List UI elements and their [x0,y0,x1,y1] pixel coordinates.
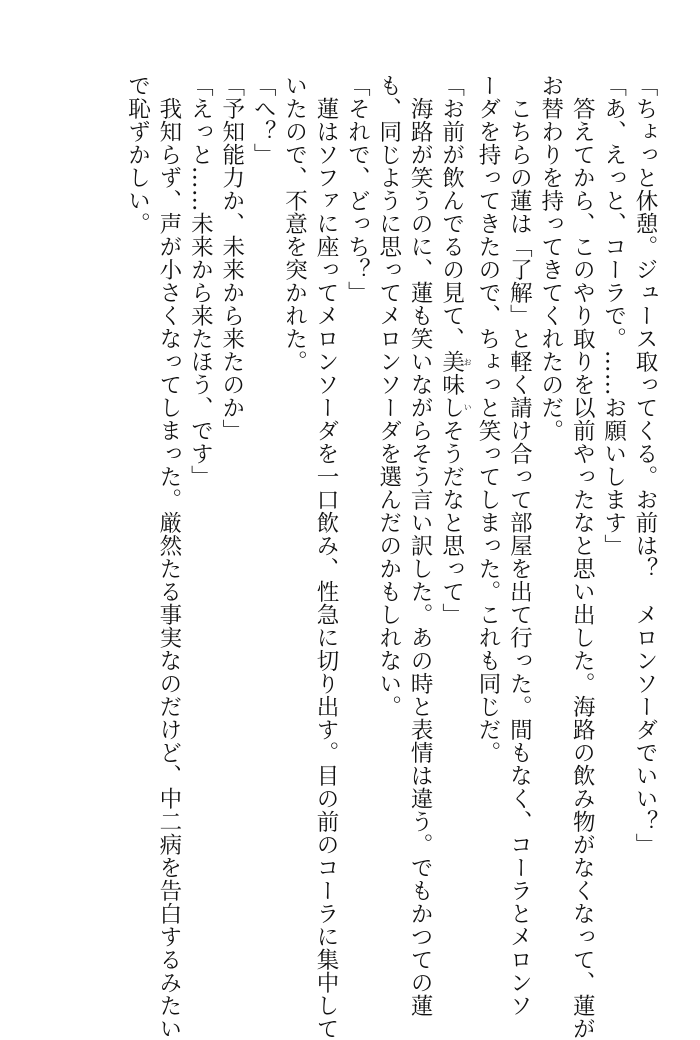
ruby-reading: おい [463,350,473,419]
text-line: 「予知能力か、未来から来たのか」 [218,74,245,442]
text-line-with-ruby [435,74,471,954]
text-line: ーダを持ってきたので、ちょっと笑ってしまった。これも同じだ。 [474,74,501,764]
text-segment: 「お前が飲んでるの見て、 [438,74,465,350]
ruby-base: 美味し [438,350,465,419]
text-line: で恥ずかしい。 [124,74,151,235]
text-line: 「それで、どっち？」 [344,74,371,304]
text-line: 蓮はソファに座ってメロンソーダを一口飲み、性急に切り出す。目の前のコーラに集中して [312,74,339,1040]
text-line: いたので、不意を突かれた。 [281,74,308,373]
text-line: 「あ、えっと、コーラで。……お願いします」 [600,74,627,557]
text-line: 「へ？」 [250,74,277,166]
text-line: も、同じように思ってメロンソーダを選んだのかもしれない。 [375,74,402,718]
text-line: 「ちょっと休憩。ジュース取ってくる。お前は？ メロンソーダでいい？」 [632,74,658,856]
vertical-text-block [121,74,660,1040]
text-line: 海路が笑うのに、蓮も笑いながらそう言い訳した。あの時と表情は違う。でもかつての蓮 [407,74,434,1017]
text-line: 「えっと……未来から来たほう、です」 [187,74,214,488]
text-segment: そうだなと思って」 [438,419,465,626]
text-line: こちらの蓮は「了解」と軽く請け合って部屋を出て行った。間もなく、コーラとメロンソ [506,74,533,1017]
ruby-word [438,350,473,419]
text-line: お替わりを持ってきてくれたのだ。 [537,74,564,442]
text-line: 我知らず、声が小さくなってしまった。厳然たる事実なのだけど、中二病を告白するみたい [155,74,182,1040]
text-line: 答えてから、このやり取りを以前やったなと思い出した。海路の飲み物がなくなって、蓮が [569,74,596,1040]
